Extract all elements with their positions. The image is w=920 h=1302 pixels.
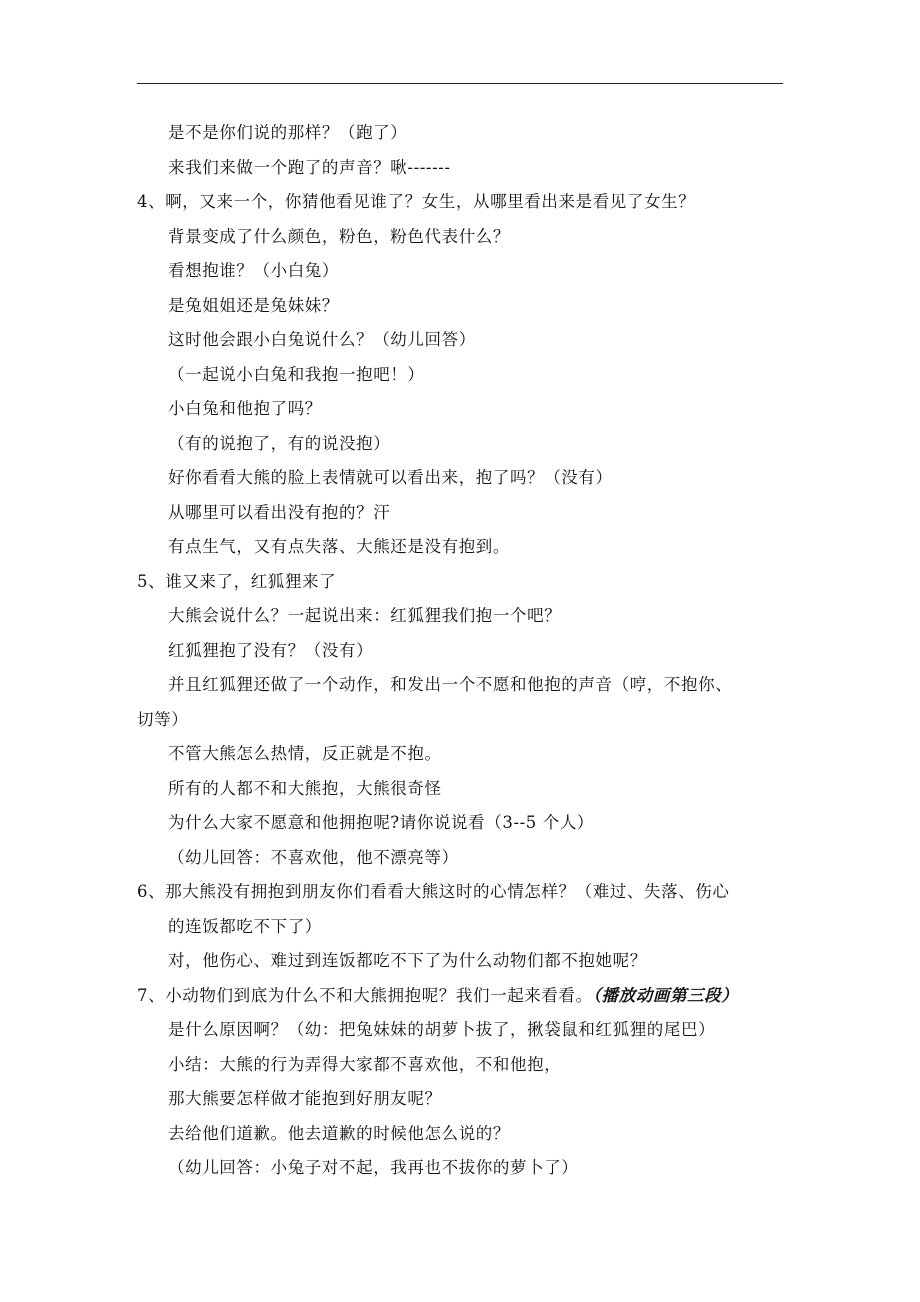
numbered-step-line	[0, 979, 920, 1014]
text-line	[0, 358, 920, 393]
line-text: 这时他会跟小白兔说什么？（幼儿回答）	[168, 330, 476, 349]
text-line	[0, 461, 920, 496]
line-text: 6、那大熊没有拥抱到朋友你们看看大熊这时的心情怎样？（难过、失落、伤心	[137, 882, 730, 901]
text-line	[0, 392, 920, 427]
text-line	[0, 806, 920, 841]
line-text: 7、小动物们到底为什么不和大熊拥抱呢？我们一起来看看。	[137, 985, 593, 1005]
text-line	[0, 668, 920, 703]
line-text: 切等）	[137, 709, 189, 729]
document-body	[0, 116, 920, 1186]
header-rule	[137, 83, 783, 84]
line-text: 对，他伤心、难过到连饭都吃不下了为什么动物们都不抱她呢？	[168, 951, 647, 970]
line-text: 看想抱谁？（小白兔）	[168, 261, 339, 280]
text-line	[0, 151, 920, 186]
line-text: 不管大熊怎么热情，反正就是不抱。	[168, 744, 442, 763]
text-line	[0, 634, 920, 669]
line-text: 5、谁又来了，红狐狸来了	[137, 571, 337, 591]
text-line	[0, 737, 920, 772]
line-text: 4、啊，又来一个，你猜他看见谁了？女生，从哪里看出来是看见了女生？	[137, 192, 696, 211]
line-text: 是什么原因啊？（幼：把兔妹妹的胡萝卜拔了，揪袋鼠和红狐狸的尾巴）	[168, 1020, 716, 1039]
numbered-step-line	[0, 565, 920, 600]
text-line	[0, 116, 920, 151]
text-line	[0, 323, 920, 358]
text-line	[0, 841, 920, 876]
line-text: 是不是你们说的那样？（跑了）	[168, 123, 408, 142]
text-line	[0, 1117, 920, 1152]
text-line	[0, 944, 920, 979]
line-text: 小白兔和他抱了吗？	[168, 399, 322, 418]
line-text: 并且红狐狸还做了一个动作，和发出一个不愿和他抱的声音（哼，不抱你、	[168, 675, 733, 694]
text-line	[0, 496, 920, 531]
text-line	[0, 772, 920, 807]
text-line	[0, 289, 920, 324]
line-text: 为什么大家不愿意和他拥抱呢?请你说说看（3--5 个人）	[168, 813, 595, 832]
text-line	[0, 1048, 920, 1083]
text-line	[0, 220, 920, 255]
line-text: 红狐狸抱了没有？（没有）	[168, 640, 374, 660]
text-line	[0, 599, 920, 634]
text-line	[0, 1082, 920, 1117]
text-line	[0, 530, 920, 565]
line-text: 所有的人都不和大熊抱，大熊很奇怪	[168, 778, 442, 798]
line-text: 的连饭都吃不下了）	[168, 916, 322, 936]
text-line	[0, 254, 920, 289]
text-line	[0, 1151, 920, 1186]
line-text: （有的说抱了，有的说没抱）	[168, 433, 391, 453]
numbered-step-line	[0, 875, 920, 910]
text-line	[0, 427, 920, 462]
line-text: 去给他们道歉。他去道歉的时候他怎么说的？	[168, 1123, 510, 1143]
text-line	[0, 1013, 920, 1048]
text-line	[0, 910, 920, 945]
line-text: 是兔姐姐还是兔妹妹？	[168, 295, 339, 315]
text-line	[0, 703, 920, 738]
line-text: 背景变成了什么颜色，粉色，粉色代表什么？	[168, 226, 510, 246]
line-text: （幼儿回答：不喜欢他，他不漂亮等）	[168, 847, 459, 867]
line-text: 有点生气，又有点失落、大熊还是没有抱到。	[168, 537, 510, 556]
numbered-step-line	[0, 185, 920, 220]
line-text: 小结：大熊的行为弄得大家都不喜欢他，不和他抱，	[168, 1054, 562, 1074]
emphasis-note: （播放动画第三段）	[592, 985, 739, 1005]
line-text: 来我们来做一个跑了的声音？啾-------	[168, 157, 451, 177]
line-text: 那大熊要怎样做才能抱到好朋友呢？	[168, 1089, 442, 1108]
line-text: （幼儿回答：小兔子对不起，我再也不拔你的萝卜了）	[168, 1158, 579, 1177]
line-text: （一起说小白兔和我抱一抱吧！）	[168, 364, 425, 384]
line-text: 大熊会说什么？一起说出来：红狐狸我们抱一个吧？	[168, 606, 562, 625]
line-text: 好你看看大熊的脸上表情就可以看出来，抱了吗？（没有）	[168, 468, 613, 487]
line-text: 从哪里可以看出没有抱的？汗	[168, 502, 391, 522]
